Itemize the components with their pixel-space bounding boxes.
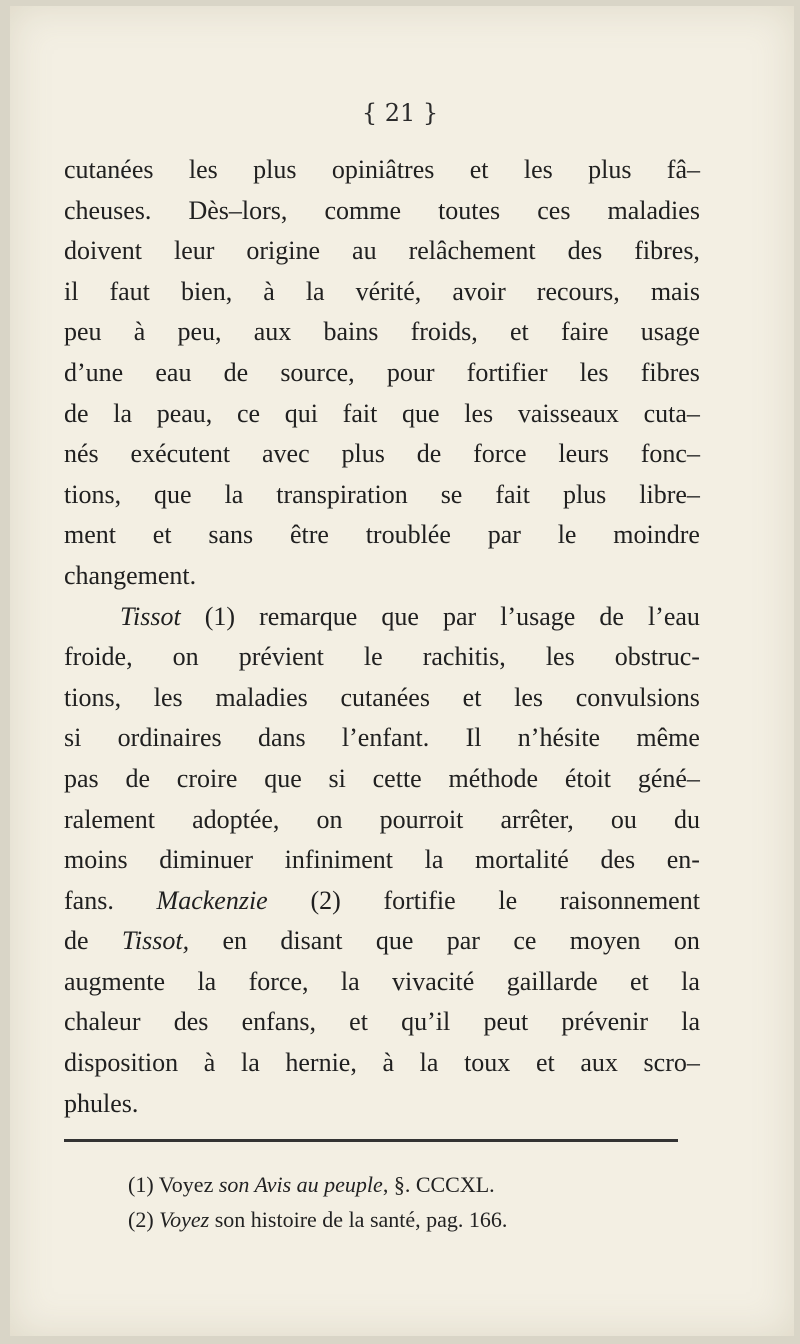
word: il: [64, 276, 79, 306]
word: mais: [650, 276, 700, 306]
word: tions,: [64, 479, 122, 509]
word: Dès–lors,: [188, 195, 288, 225]
word: phules.: [64, 1088, 139, 1118]
word: froids,: [410, 317, 478, 347]
word: comme: [324, 195, 401, 225]
word: toutes: [438, 195, 501, 225]
word: fortifier: [466, 357, 548, 387]
word: la: [240, 1048, 260, 1078]
word: et: [509, 317, 529, 347]
word: à: [382, 1048, 395, 1078]
word: fibres: [640, 357, 700, 387]
word: moyen: [569, 926, 641, 956]
word: plus: [588, 155, 632, 184]
word: si: [64, 723, 82, 753]
word: avec: [262, 439, 310, 469]
word: méthode: [448, 763, 539, 793]
word: à: [203, 1048, 216, 1078]
word: plus: [562, 479, 607, 509]
word: doivent: [64, 236, 142, 266]
word: la: [419, 1048, 439, 1078]
word: Il: [465, 723, 482, 753]
word: (1): [204, 601, 236, 631]
word: obstruc-: [614, 642, 700, 672]
word: les: [579, 357, 609, 387]
word: d’une: [64, 357, 124, 387]
word: cutanées: [340, 682, 430, 712]
word: les: [523, 155, 553, 184]
word: dans: [257, 723, 306, 753]
word: et: [349, 1007, 368, 1037]
text-line: [64, 1084, 700, 1125]
word: convulsions: [575, 682, 700, 712]
word: fonc–: [640, 439, 700, 469]
word: les: [153, 682, 183, 712]
word: froide,: [64, 642, 133, 672]
body-text: [64, 150, 700, 1124]
word: gaillarde: [506, 966, 598, 996]
word: disposition: [64, 1048, 179, 1078]
word: ordinaires: [117, 723, 222, 753]
word: usage: [640, 317, 700, 347]
footnote-text: son histoire de la santé, pag. 166.: [209, 1207, 508, 1232]
word: vaisseaux: [517, 398, 619, 428]
word: le: [498, 885, 518, 915]
word: à: [133, 317, 146, 347]
footnotes: [128, 1167, 507, 1237]
word: vivacité: [392, 966, 475, 996]
word: de: [223, 357, 249, 387]
word: aux: [580, 1048, 618, 1078]
word: et: [152, 520, 172, 550]
word: (2): [310, 885, 341, 915]
word: même: [636, 723, 700, 753]
word: qui: [284, 398, 318, 428]
word: ralement: [64, 804, 155, 834]
word: recours,: [536, 276, 620, 306]
text-line: [64, 718, 700, 759]
word: hernie,: [285, 1048, 357, 1078]
word: en: [222, 926, 248, 956]
word: prévenir: [561, 1007, 649, 1037]
word: étoit: [564, 763, 612, 793]
word: moindre: [613, 520, 700, 550]
word: croire: [176, 763, 238, 793]
word: bains: [323, 317, 379, 347]
word: par: [446, 926, 480, 956]
word: pour: [386, 357, 435, 387]
word: ment: [64, 520, 116, 550]
word: du: [674, 804, 700, 834]
word: diminuer: [159, 845, 254, 875]
word: libre–: [639, 479, 700, 509]
word: enfans,: [241, 1007, 316, 1037]
word: de: [64, 926, 89, 956]
word: ce: [513, 926, 537, 956]
word: peu: [64, 317, 102, 347]
text-line: [64, 231, 700, 272]
word: transpiration: [276, 479, 408, 509]
text-line: [64, 637, 700, 678]
word: de: [599, 601, 624, 631]
text-line: [64, 597, 700, 638]
word: moins: [64, 845, 128, 875]
word: que: [154, 479, 192, 509]
italic-name: Tissot: [120, 601, 181, 631]
word: tions,: [64, 682, 122, 712]
word: le: [557, 520, 577, 550]
word: en-: [666, 845, 700, 875]
word: ou: [610, 804, 637, 834]
text-line: [64, 840, 700, 881]
word: rachitis,: [422, 642, 506, 672]
word: les: [188, 155, 218, 184]
word: source,: [280, 357, 355, 387]
word: la: [681, 1007, 700, 1037]
word: scro–: [643, 1048, 700, 1078]
footnote-italic: Voyez: [159, 1207, 210, 1232]
page-number: { 21 }: [361, 99, 439, 127]
word: être: [289, 520, 329, 550]
word: la: [305, 276, 325, 306]
word: force: [473, 439, 527, 469]
text-line: [64, 1002, 700, 1043]
word: avoir: [452, 276, 506, 306]
text-line: [64, 800, 700, 841]
footnote-text: (1) Voyez: [128, 1172, 219, 1197]
word: la: [113, 398, 132, 428]
word: fait: [495, 479, 530, 509]
word: que: [375, 926, 414, 956]
word: adoptée,: [192, 804, 280, 834]
word: les: [545, 642, 575, 672]
word: l’usage: [500, 601, 576, 631]
word: on: [316, 804, 343, 834]
word: qu’il: [401, 1007, 451, 1037]
word: aux: [253, 317, 292, 347]
word: nés: [64, 439, 99, 469]
text-line: [64, 881, 700, 922]
footnote-text: , §. CCCXL.: [382, 1172, 495, 1197]
word: la: [681, 966, 700, 996]
word: de: [125, 763, 150, 793]
text-line: [64, 678, 700, 719]
word: et: [535, 1048, 555, 1078]
word: des: [600, 845, 636, 875]
word: peut: [483, 1007, 529, 1037]
word: les: [464, 398, 494, 428]
text-line: [64, 1043, 700, 1084]
word: fibres,: [634, 236, 700, 266]
text-line: [64, 150, 700, 191]
word: de: [416, 439, 442, 469]
text-line: [64, 475, 700, 516]
word: leurs: [558, 439, 609, 469]
word: force,: [248, 966, 309, 996]
word: fâ–: [666, 155, 700, 184]
italic-name: Tissot,: [121, 926, 190, 956]
word: que: [381, 601, 419, 631]
word: géné–: [637, 763, 700, 793]
word: leur: [173, 236, 215, 266]
word: fortifie: [383, 885, 456, 915]
word: que: [264, 763, 302, 793]
footnote-1: [128, 1167, 507, 1202]
text-line: [64, 394, 700, 435]
word: maladies: [215, 682, 308, 712]
word: remarque: [259, 601, 358, 631]
word: pas: [64, 763, 99, 793]
word: plus: [253, 155, 297, 184]
word: peau,: [156, 398, 213, 428]
word: cette: [372, 763, 422, 793]
text-line: [64, 434, 700, 475]
word: opiniâtres: [331, 155, 435, 184]
word: troublée: [365, 520, 451, 550]
word: arrêter,: [500, 804, 574, 834]
word: la: [197, 966, 217, 996]
text-line: [64, 272, 700, 313]
word: l’enfant.: [341, 723, 430, 753]
word: cheuses.: [64, 195, 152, 225]
text-line: [64, 191, 700, 232]
text-line: [64, 312, 700, 353]
word: on: [673, 926, 700, 956]
word: relâchement: [408, 236, 536, 266]
word: eau: [155, 357, 192, 387]
word: disant: [280, 926, 343, 956]
word: toux: [464, 1048, 511, 1078]
word: se: [440, 479, 463, 509]
word: raisonnement: [559, 885, 700, 915]
word: les: [514, 682, 543, 712]
footnote-2: [128, 1202, 507, 1237]
footnote-text: (2): [128, 1207, 160, 1232]
word: et: [469, 155, 489, 184]
word: bien,: [180, 276, 233, 306]
word: à: [263, 276, 275, 306]
word: origine: [246, 236, 321, 266]
word: vérité,: [355, 276, 422, 306]
text-line: [64, 921, 700, 962]
word: cutanées: [64, 155, 154, 184]
word: n’hésite: [517, 723, 601, 753]
word: faire: [560, 317, 609, 347]
text-line: [64, 556, 700, 597]
word: et: [462, 682, 482, 712]
word: exécutent: [130, 439, 231, 469]
word: changement.: [64, 560, 197, 590]
word: ce: [236, 398, 261, 428]
word: infiniment: [284, 845, 393, 875]
word: par: [487, 520, 521, 550]
footnote-rule: [64, 1139, 678, 1142]
word: de: [64, 398, 89, 428]
word: ces: [537, 195, 571, 225]
word: des: [173, 1007, 209, 1037]
word: augmente: [64, 966, 166, 996]
word: plus: [341, 439, 385, 469]
word: pourroit: [379, 804, 464, 834]
word: le: [363, 642, 383, 672]
word: que: [402, 398, 440, 428]
word: maladies: [607, 195, 700, 225]
word: mortalité: [474, 845, 569, 875]
word: chaleur: [64, 1007, 141, 1037]
text-line: [64, 962, 700, 1003]
word: et: [630, 966, 649, 996]
text-line: [64, 353, 700, 394]
word: si: [328, 763, 346, 793]
italic-name: Mackenzie: [156, 885, 268, 915]
footnote-italic: son Avis au peuple: [218, 1172, 383, 1197]
word: par: [442, 601, 477, 631]
word: au: [352, 236, 377, 266]
word: l’eau: [647, 601, 700, 631]
text-line: [64, 515, 700, 556]
word: fait: [342, 398, 378, 428]
word: des: [567, 236, 603, 266]
word: la: [424, 845, 444, 875]
word: peu,: [177, 317, 222, 347]
word: la: [224, 479, 244, 509]
word: la: [340, 966, 360, 996]
word: faut: [109, 276, 150, 306]
text-line: [64, 759, 700, 800]
word: prévient: [238, 642, 324, 672]
word: sans: [208, 520, 254, 550]
word: on: [172, 642, 199, 672]
word: cuta–: [643, 398, 700, 428]
word: fans.: [64, 885, 114, 915]
